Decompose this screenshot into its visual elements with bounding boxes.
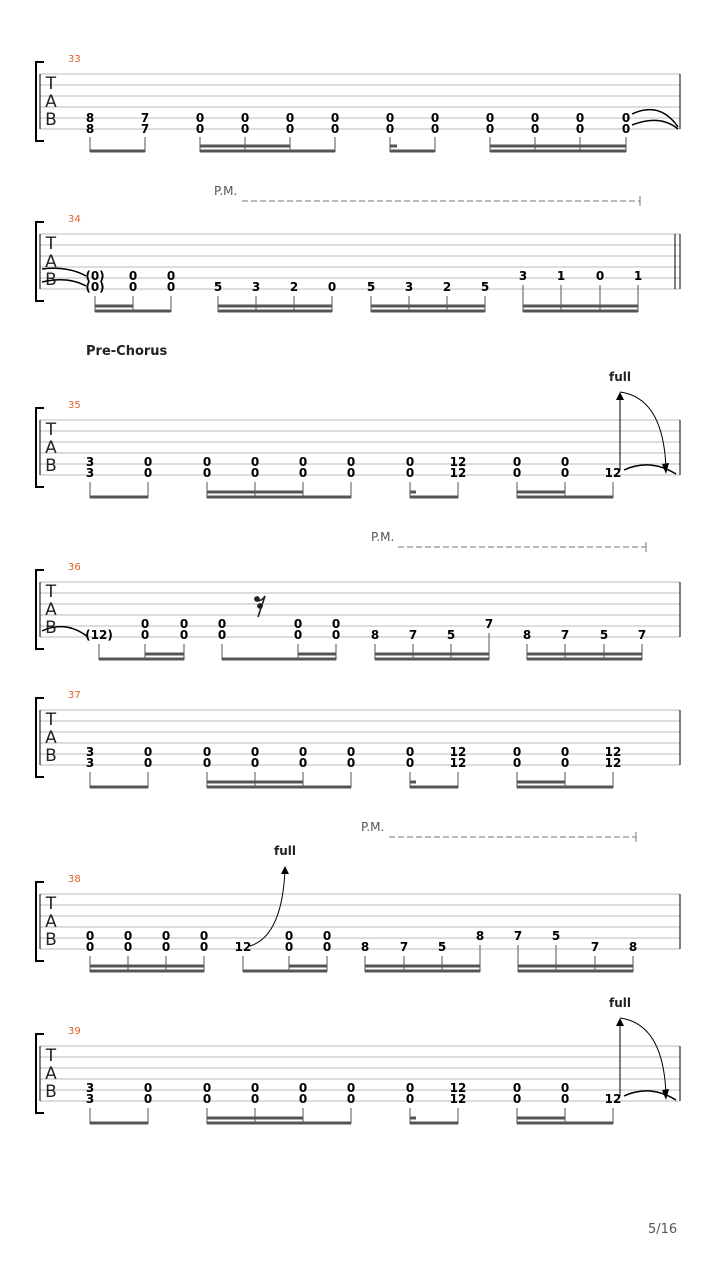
fret-number: 0 <box>575 122 585 136</box>
fret-number: 7 <box>140 111 150 125</box>
fret-number: (12) <box>85 628 113 642</box>
fret-number: 0 <box>123 940 133 954</box>
fret-number: 0 <box>298 455 308 469</box>
fret-number: 2 <box>289 280 299 294</box>
palm-mute <box>361 820 636 842</box>
clef-a: A <box>45 1064 57 1084</box>
bend-label: full <box>609 370 631 384</box>
fret-number: (0) <box>85 280 105 294</box>
fret-number: 0 <box>202 745 212 759</box>
clef-b: B <box>45 110 57 130</box>
fret-number: 12 <box>449 466 467 480</box>
tab-system-5 <box>36 690 680 788</box>
fret-number: 12 <box>449 756 467 770</box>
fret-number: 0 <box>195 111 205 125</box>
fret-number: 12 <box>449 455 467 469</box>
fret-number: 0 <box>331 617 341 631</box>
fret-number: 5 <box>213 280 223 294</box>
fret-number: 7 <box>513 929 523 943</box>
fret-number: 3 <box>85 466 95 480</box>
measure-number: 37 <box>68 690 81 701</box>
fret-number: 0 <box>143 745 153 759</box>
fret-number: 0 <box>430 111 440 125</box>
clef-a: A <box>45 92 57 112</box>
fret-number: 0 <box>530 111 540 125</box>
fret-number: 0 <box>560 1081 570 1095</box>
fret-number: 0 <box>298 745 308 759</box>
clef-t: T <box>45 1046 57 1066</box>
fret-number: 8 <box>628 940 638 954</box>
fret-number: 12 <box>449 1092 467 1106</box>
fret-number: 0 <box>202 455 212 469</box>
fret-number: 5 <box>599 628 609 642</box>
fret-number: 0 <box>530 122 540 136</box>
fret-number: 0 <box>621 111 631 125</box>
tab-clef <box>45 710 57 766</box>
fret-numbers <box>86 929 637 954</box>
measure-number: 39 <box>68 1026 81 1037</box>
fret-number: 0 <box>250 756 260 770</box>
fret-number: 0 <box>346 745 356 759</box>
fret-number: 0 <box>327 280 337 294</box>
fret-number: 0 <box>330 111 340 125</box>
fret-numbers <box>86 1081 622 1106</box>
fret-number: 0 <box>199 929 209 943</box>
fret-number: 0 <box>322 940 332 954</box>
fret-number: 0 <box>166 269 176 283</box>
fret-number: 0 <box>166 280 176 294</box>
clef-b: B <box>45 1082 57 1102</box>
fret-number: 8 <box>85 111 95 125</box>
page-number: 5/16 <box>648 1222 678 1237</box>
fret-number: 0 <box>143 756 153 770</box>
fret-number: 0 <box>346 756 356 770</box>
fret-number: 0 <box>485 122 495 136</box>
fret-number: 0 <box>143 1092 153 1106</box>
staff-lines <box>40 582 680 637</box>
fret-number: 0 <box>322 929 332 943</box>
fret-number: 0 <box>560 745 570 759</box>
fret-number: 0 <box>217 617 227 631</box>
tab-system-4 <box>36 530 680 660</box>
clef-t: T <box>45 894 57 914</box>
fret-number: 0 <box>143 455 153 469</box>
fret-number: 0 <box>143 466 153 480</box>
fret-number: 3 <box>85 745 95 759</box>
fret-number: 0 <box>298 466 308 480</box>
fret-number: 0 <box>560 756 570 770</box>
fret-number: 0 <box>485 111 495 125</box>
fret-number: 0 <box>621 122 631 136</box>
fret-number: 7 <box>484 617 494 631</box>
fret-number: 0 <box>346 1081 356 1095</box>
fret-number: 8 <box>522 628 532 642</box>
fret-number: 3 <box>251 280 261 294</box>
fret-number: 5 <box>446 628 456 642</box>
fret-number: 0 <box>512 745 522 759</box>
fret-number: 0 <box>217 628 227 642</box>
fret-number: 0 <box>199 940 209 954</box>
fret-number: 0 <box>560 1092 570 1106</box>
clef-a: A <box>45 912 57 932</box>
tab-clef <box>45 894 57 950</box>
rhythm <box>90 137 626 152</box>
fret-number: 0 <box>405 1081 415 1095</box>
fret-number: 0 <box>298 1081 308 1095</box>
palm-mute <box>371 530 646 552</box>
fret-number: 0 <box>285 122 295 136</box>
fret-number: 5 <box>551 929 561 943</box>
fret-number: 0 <box>250 466 260 480</box>
fret-number: 12 <box>604 1092 622 1106</box>
clef-t: T <box>45 420 57 440</box>
fret-number: 0 <box>560 466 570 480</box>
clef-a: A <box>45 252 57 272</box>
fret-number: 8 <box>475 929 485 943</box>
measure-number: 33 <box>68 54 81 65</box>
fret-number: 3 <box>404 280 414 294</box>
fret-number: 7 <box>560 628 570 642</box>
palm-mute-label: P.M. <box>371 530 395 544</box>
fret-number: 0 <box>293 617 303 631</box>
ties <box>632 110 678 129</box>
fret-number: 0 <box>202 756 212 770</box>
fret-number: 0 <box>512 1092 522 1106</box>
clef-b: B <box>45 270 57 290</box>
fret-number: 0 <box>385 122 395 136</box>
fret-number: 0 <box>405 745 415 759</box>
tab-clef <box>45 1046 57 1102</box>
bend-label: full <box>609 996 631 1010</box>
fret-number: 0 <box>405 466 415 480</box>
measure-number: 35 <box>68 400 81 411</box>
fret-number: 0 <box>202 466 212 480</box>
fret-number: 0 <box>85 929 95 943</box>
fret-numbers <box>85 617 646 642</box>
clef-t: T <box>45 74 57 94</box>
tab-system-6 <box>36 820 680 972</box>
clef-a: A <box>45 600 57 620</box>
fret-number: 3 <box>85 756 95 770</box>
fret-number: 0 <box>161 940 171 954</box>
fret-number: 0 <box>250 455 260 469</box>
fret-number: 0 <box>85 940 95 954</box>
fret-numbers <box>86 111 630 136</box>
staff-lines <box>40 710 680 765</box>
measure-number: 34 <box>68 214 81 225</box>
fret-number: 5 <box>366 280 376 294</box>
fret-number: 5 <box>437 940 447 954</box>
fret-number: 0 <box>285 111 295 125</box>
fret-number: 0 <box>595 269 605 283</box>
fret-number: 3 <box>518 269 528 283</box>
fret-numbers <box>85 269 642 294</box>
bend-label: full <box>274 844 296 858</box>
fret-number: 0 <box>143 1081 153 1095</box>
fret-number: 0 <box>140 617 150 631</box>
fret-number: 1 <box>633 269 643 283</box>
fret-number: 0 <box>240 122 250 136</box>
clef-b: B <box>45 930 57 950</box>
fret-number: 0 <box>179 628 189 642</box>
fret-number: 0 <box>250 1081 260 1095</box>
fret-number: 0 <box>405 455 415 469</box>
fret-number: 0 <box>293 628 303 642</box>
fret-number: 8 <box>360 940 370 954</box>
fret-number: 0 <box>385 111 395 125</box>
fret-number: 12 <box>604 466 622 480</box>
fret-number: 0 <box>575 111 585 125</box>
section-label: Pre-Chorus <box>86 344 168 359</box>
rhythm <box>90 1108 613 1124</box>
measure-number: 36 <box>68 562 81 573</box>
fret-number: 0 <box>140 628 150 642</box>
rhythm <box>90 772 613 788</box>
clef-b: B <box>45 746 57 766</box>
fret-number: 0 <box>512 455 522 469</box>
fret-number: 0 <box>161 929 171 943</box>
fret-number: 7 <box>637 628 647 642</box>
fret-number: 0 <box>123 929 133 943</box>
fret-number: 2 <box>442 280 452 294</box>
fret-number: 12 <box>449 1081 467 1095</box>
fret-number: 0 <box>512 1081 522 1095</box>
measure-number: 38 <box>68 874 81 885</box>
fret-number: 0 <box>202 1092 212 1106</box>
fret-number: (0) <box>85 269 105 283</box>
fret-number: 1 <box>556 269 566 283</box>
fret-number: 0 <box>179 617 189 631</box>
fret-number: 0 <box>202 1081 212 1095</box>
rhythm <box>90 482 613 498</box>
fret-number: 0 <box>128 280 138 294</box>
tab-clef <box>45 420 57 476</box>
fret-number: 7 <box>140 122 150 136</box>
fret-number: 3 <box>85 1081 95 1095</box>
clef-b: B <box>45 618 57 638</box>
staff-lines <box>40 1046 680 1101</box>
fret-number: 0 <box>250 745 260 759</box>
fret-number: 0 <box>560 455 570 469</box>
fret-number: 8 <box>370 628 380 642</box>
fret-number: 8 <box>85 122 95 136</box>
fret-number: 3 <box>85 455 95 469</box>
clef-t: T <box>45 582 57 602</box>
fret-number: 12 <box>234 940 252 954</box>
clef-t: T <box>45 710 57 730</box>
clef-a: A <box>45 728 57 748</box>
fret-number: 0 <box>346 466 356 480</box>
fret-number: 7 <box>590 940 600 954</box>
clef-t: T <box>45 234 57 254</box>
fret-number: 7 <box>399 940 409 954</box>
fret-number: 12 <box>604 756 622 770</box>
clef-b: B <box>45 456 57 476</box>
tab-system-2 <box>36 184 680 312</box>
fret-number: 0 <box>512 756 522 770</box>
fret-number: 3 <box>85 1092 95 1106</box>
fret-number: 0 <box>405 1092 415 1106</box>
bend-release <box>609 996 676 1100</box>
fret-number: 0 <box>298 756 308 770</box>
fret-number: 0 <box>346 455 356 469</box>
tab-system-7 <box>36 996 680 1124</box>
fret-number: 0 <box>430 122 440 136</box>
palm-mute <box>214 184 640 206</box>
fret-numbers <box>86 455 622 480</box>
bend-release <box>609 370 676 474</box>
fret-number: 0 <box>250 1092 260 1106</box>
fret-number: 12 <box>604 745 622 759</box>
staff-lines <box>40 420 680 475</box>
fret-numbers <box>86 745 622 770</box>
fret-number: 0 <box>346 1092 356 1106</box>
fret-number: 0 <box>331 628 341 642</box>
tab-system-3 <box>36 370 680 498</box>
palm-mute-label: P.M. <box>214 184 238 198</box>
fret-number: 0 <box>284 940 294 954</box>
fret-number: 0 <box>298 1092 308 1106</box>
fret-number: 5 <box>480 280 490 294</box>
clef-a: A <box>45 438 57 458</box>
tab-clef <box>45 74 57 130</box>
tab-system-1 <box>36 54 680 152</box>
palm-mute-label: P.M. <box>361 820 385 834</box>
fret-number: 0 <box>405 756 415 770</box>
fret-number: 0 <box>330 122 340 136</box>
sixteenth-rest <box>255 596 265 617</box>
fret-number: 0 <box>512 466 522 480</box>
fret-number: 0 <box>195 122 205 136</box>
fret-number: 0 <box>128 269 138 283</box>
fret-number: 0 <box>284 929 294 943</box>
fret-number: 7 <box>408 628 418 642</box>
fret-number: 0 <box>240 111 250 125</box>
fret-number: 12 <box>449 745 467 759</box>
